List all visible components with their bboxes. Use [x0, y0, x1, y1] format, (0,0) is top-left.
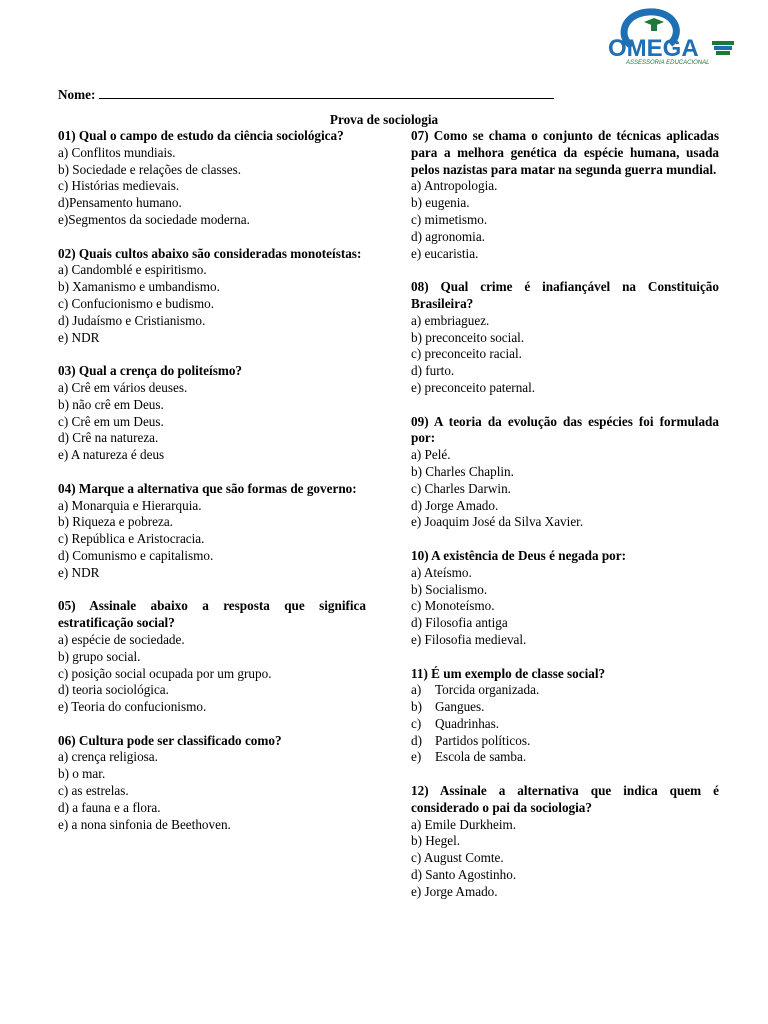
- questions-right-column: [411, 128, 719, 917]
- answer-option[interactable]: e) a nona sinfonia de Beethoven.: [58, 816, 231, 832]
- question-text: 02) Quais cultos abaixo são consideradas monoteístas:: [58, 245, 362, 261]
- answer-option[interactable]: d) agronomia.: [411, 228, 485, 244]
- question-text: 10) A existência de Deus é negada por:: [411, 547, 627, 563]
- answer-option[interactable]: a) Crê em vários deuses.: [58, 379, 188, 395]
- answer-option[interactable]: [411, 733, 719, 750]
- answer-option[interactable]: e) NDR: [58, 329, 100, 345]
- answer-option[interactable]: d) teoria sociológica.: [58, 682, 169, 698]
- answer-option[interactable]: d) Comunismo e capitalismo.: [58, 547, 214, 563]
- question-block: [411, 666, 719, 767]
- answer-option[interactable]: d) furto.: [411, 363, 455, 379]
- answer-option[interactable]: d) Judaísmo e Cristianismo.: [58, 312, 206, 328]
- answer-option[interactable]: [411, 749, 719, 766]
- answer-option[interactable]: d) Crê na natureza.: [58, 430, 159, 446]
- answer-option[interactable]: b) Hegel.: [411, 833, 461, 849]
- answer-option[interactable]: a) espécie de sociedade.: [58, 631, 185, 647]
- answer-option[interactable]: c) Crê em um Deus.: [58, 413, 164, 429]
- answer-option[interactable]: c) mimetismo.: [411, 211, 488, 227]
- answer-option[interactable]: c) Charles Darwin.: [411, 480, 511, 496]
- page-title: Prova de sociologia: [329, 112, 439, 127]
- question-text: 03) Qual a crença do politeísmo?: [58, 363, 243, 379]
- question-text: 11) É um exemplo de classe social?: [411, 665, 606, 681]
- answer-option[interactable]: b) preconceito social.: [411, 329, 525, 345]
- answer-option[interactable]: c) Monoteísmo.: [411, 598, 495, 614]
- answer-option[interactable]: b) Xamanismo e umbandismo.: [58, 279, 220, 295]
- omega-logo: [604, 8, 744, 66]
- answer-option[interactable]: c) posição social ocupada por um grupo.: [58, 665, 272, 681]
- answer-option[interactable]: [411, 699, 719, 716]
- name-field[interactable]: [58, 86, 578, 104]
- omega-logo-icon: [604, 8, 744, 66]
- answer-option[interactable]: a) crença religiosa.: [58, 749, 158, 765]
- question-block: [58, 481, 366, 582]
- answer-option[interactable]: b) Riqueza e pobreza.: [58, 514, 173, 530]
- option-text: Escola de samba.: [435, 749, 527, 765]
- logo-wordmark: OMEGA: [608, 35, 699, 62]
- answer-option[interactable]: c) República e Aristocracia.: [58, 531, 205, 547]
- answer-option[interactable]: d) Filosofia antiga: [411, 615, 508, 631]
- answer-option[interactable]: e) Joaquim José da Silva Xavier.: [411, 514, 584, 530]
- answer-option[interactable]: d) a fauna e a flora.: [58, 799, 161, 815]
- question-text: 09) A teoria da evolução das espécies foi formulada por:: [411, 413, 719, 446]
- question-block: [411, 128, 719, 262]
- answer-option[interactable]: c) as estrelas.: [58, 783, 129, 799]
- answer-option[interactable]: e) Teoria do confucionismo.: [58, 699, 207, 715]
- option-letter: d): [411, 732, 422, 748]
- option-letter: c): [411, 715, 422, 731]
- question-text: 05) Assinale abaixo a resposta que significa estratificação social?: [58, 598, 366, 631]
- name-label: Nome:: [58, 87, 96, 102]
- option-letter: b): [411, 699, 422, 715]
- question-text: 04) Marque a alternativa que são formas de governo:: [58, 480, 357, 496]
- logo-tagline: ASSESSORIA EDUCACIONAL: [626, 60, 710, 66]
- answer-option[interactable]: e) Jorge Amado.: [411, 883, 498, 899]
- option-text: Quadrinhas.: [435, 715, 500, 731]
- question-block: [58, 598, 366, 716]
- option-text: Partidos políticos.: [435, 732, 531, 748]
- answer-option[interactable]: e) A natureza é deus: [58, 447, 165, 463]
- question-block: [58, 246, 366, 347]
- answer-option[interactable]: [411, 682, 719, 699]
- question-block: [411, 548, 719, 649]
- answer-option[interactable]: c) August Comte.: [411, 850, 504, 866]
- name-underline[interactable]: [99, 86, 554, 99]
- question-text: 07) Como se chama o conjunto de técnicas aplicadas para a melhora genética da espécie humana, usada pelos nazistas para matar na segunda guerra mundial.: [411, 128, 719, 177]
- answer-option[interactable]: a) Monarquia e Hierarquia.: [58, 497, 202, 513]
- answer-option[interactable]: b) Charles Chaplin.: [411, 463, 514, 479]
- question-text: 01) Qual o campo de estudo da ciência sociológica?: [58, 128, 344, 143]
- answer-option[interactable]: b) eugenia.: [411, 195, 470, 211]
- answer-option[interactable]: e)Segmentos da sociedade moderna.: [58, 211, 250, 227]
- answer-option[interactable]: b) Socialismo.: [411, 581, 488, 597]
- question-block: [58, 363, 366, 464]
- question-text: 06) Cultura pode ser classificado como?: [58, 732, 282, 748]
- answer-option[interactable]: c) preconceito racial.: [411, 346, 522, 362]
- option-text: Torcida organizada.: [435, 682, 540, 698]
- answer-option[interactable]: b) Sociedade e relações de classes.: [58, 161, 242, 177]
- answer-option[interactable]: b) o mar.: [58, 766, 106, 782]
- answer-option[interactable]: c) Confucionismo e budismo.: [58, 295, 215, 311]
- question-block: [411, 414, 719, 532]
- answer-option[interactable]: d)Pensamento humano.: [58, 195, 182, 211]
- answer-option[interactable]: e) NDR: [58, 564, 100, 580]
- answer-option[interactable]: a) Candomblé e espiritismo.: [58, 262, 207, 278]
- answer-option[interactable]: e) preconceito paternal.: [411, 379, 536, 395]
- answer-option[interactable]: b) não crê em Deus.: [58, 396, 164, 412]
- question-block: [58, 733, 366, 834]
- answer-option[interactable]: a) Conflitos mundiais.: [58, 144, 176, 160]
- answer-option[interactable]: d) Santo Agostinho.: [411, 867, 517, 883]
- answer-option[interactable]: e) eucaristia.: [411, 245, 479, 261]
- option-letter: a): [411, 682, 422, 698]
- questions-left-column: [58, 128, 366, 850]
- question-block: [411, 279, 719, 397]
- answer-option[interactable]: [411, 716, 719, 733]
- answer-option[interactable]: c) Histórias medievais.: [58, 178, 180, 194]
- answer-option[interactable]: a) Ateísmo.: [411, 564, 472, 580]
- question-block: [411, 783, 719, 901]
- question-text: 12) Assinale a alternativa que indica quem é considerado o pai da sociologia?: [411, 783, 719, 815]
- answer-option[interactable]: e) Filosofia medieval.: [411, 631, 527, 647]
- question-text: 08) Qual crime é inafiançável na Constituição Brasileira?: [411, 279, 719, 311]
- answer-option[interactable]: a) Emile Durkheim.: [411, 816, 517, 832]
- answer-option[interactable]: a) Pelé.: [411, 447, 451, 463]
- question-block: [58, 128, 366, 229]
- option-text: Gangues.: [435, 699, 485, 715]
- answer-option[interactable]: b) grupo social.: [58, 648, 141, 664]
- answer-option[interactable]: a) embriaguez.: [411, 312, 490, 328]
- answer-option[interactable]: a) Antropologia.: [411, 178, 498, 194]
- option-letter: e): [411, 749, 422, 765]
- answer-option[interactable]: d) Jorge Amado.: [411, 497, 499, 513]
